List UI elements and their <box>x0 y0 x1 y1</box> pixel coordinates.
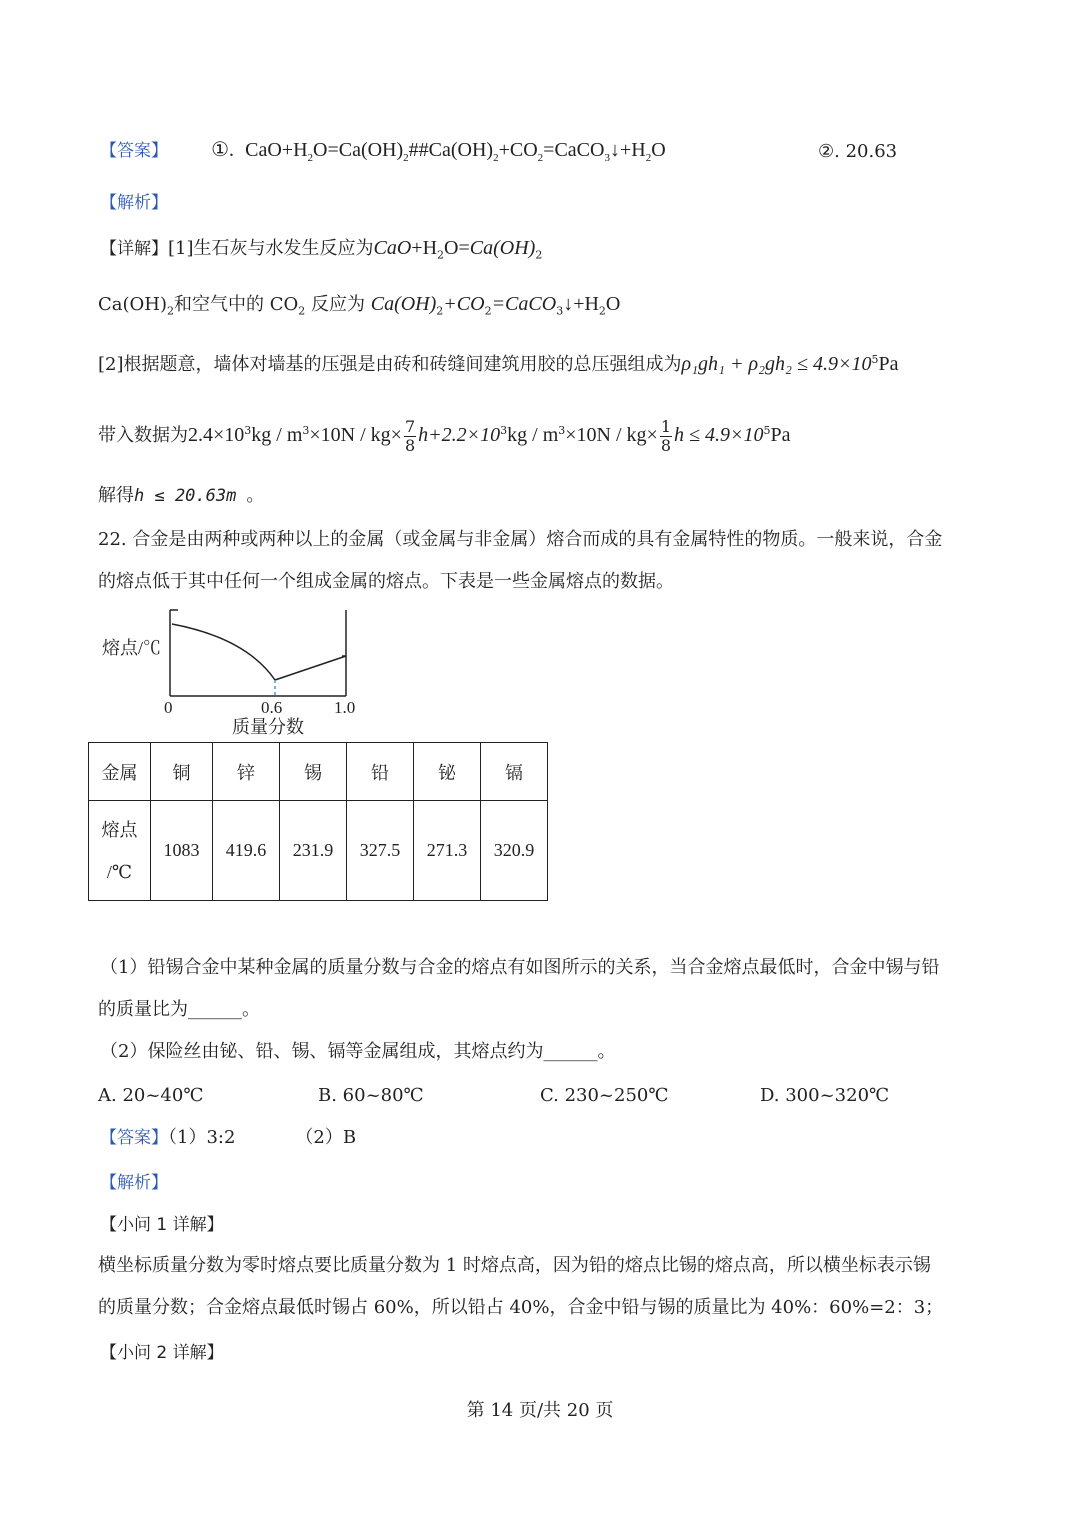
circle-two-answer: ②. 20.63 <box>818 141 898 162</box>
chart-curve-left <box>172 624 275 680</box>
melting-point-chart <box>96 600 376 745</box>
question-22-line-1: 22. 合金是由两种或两种以上的金属（或金属与非金属）熔合而成的具有金属特性的物质。一般来说，合金 <box>98 529 943 550</box>
detail-tag: 【详解】 <box>100 239 168 259</box>
option-c: C. 230~250℃ <box>540 1085 669 1106</box>
answer-tag-2: 【答案】 <box>100 1128 168 1148</box>
explanation-line-2: 的质量分数；合金熔点最低时锡占 60%，所以铅占 40%，合金中铅与锡的质量比为 40%：60%=2：3； <box>98 1297 944 1318</box>
sub-question-2: （2）保险丝由铋、铅、锡、镉等金属组成，其熔点约为______。 <box>100 1041 616 1062</box>
table-header-cell: 金属 <box>89 743 151 801</box>
detail-line-1: 【详解】[1]生石灰与水发生反应为$CaO+H_2O=Ca(OH)_2$ <box>100 237 543 262</box>
chart-curve-right <box>275 656 346 680</box>
table-header-cell: 铜 <box>151 743 213 801</box>
answer-line-1 <box>100 136 666 164</box>
table-header-cell: 铅 <box>347 743 414 801</box>
equation-a: $CaO+H_2O=Ca(OH)_2$ <box>245 139 409 164</box>
small-question-1-tag: 【小问 1 详解】 <box>100 1215 224 1235</box>
option-b: B. 60~80℃ <box>318 1085 424 1106</box>
chart-ylabel: 熔点/℃ <box>102 638 162 658</box>
small-question-2-tag: 【小问 2 详解】 <box>100 1343 224 1363</box>
sub-question-1-line-2: 的质量比为______。 <box>98 999 260 1020</box>
table-header-row <box>89 743 548 801</box>
option-a: A. 20~40℃ <box>98 1085 204 1106</box>
chart-xtick-0: 0 <box>164 698 173 717</box>
table-cell: 271.3 <box>414 801 481 901</box>
answer-2-part-1: （1）3:2 <box>168 1127 236 1148</box>
answer-tag: 【答案】 <box>100 141 168 161</box>
analysis-tag-2: 【解析】 <box>100 1173 168 1193</box>
circle-one: ①. <box>211 139 235 161</box>
detail-line-5: 解得h ≤ 20.63m 。 <box>98 485 265 506</box>
question-22-line-2: 的熔点低于其中任何一个组成金属的熔点。下表是一些金属熔点的数据。 <box>98 571 674 592</box>
page-footer: 第 14 页/共 20 页 <box>466 1400 614 1421</box>
fraction-seven-eighths: $\frac{7}{8}$ <box>404 416 416 455</box>
answer-2-part-2: （2）B <box>295 1127 357 1148</box>
detail-line-2: $Ca(OH)_2$和空气中的 $CO_2$ 反应为 $Ca(OH)_2+CO_2=CaCO_3↓+H_2O$ <box>98 293 621 318</box>
equation-b: $Ca(OH)_2+CO_2=CaCO_3↓+H_2O$ <box>428 139 666 164</box>
chart-xtick-06: 0.6 <box>261 698 283 717</box>
melting-point-table <box>88 742 548 901</box>
table-header-cell: 锡 <box>280 743 347 801</box>
table-header-cell: 镉 <box>481 743 548 801</box>
table-cell: 320.9 <box>481 801 548 901</box>
table-header-cell: 锌 <box>213 743 280 801</box>
table-cell: 419.6 <box>213 801 280 901</box>
detail-line-4: 带入数据为$2.4\times 10^3kg / m^3\times 10N / kg\times$ $\frac{7}{8}$ $h+2.2\times 10^3kg / m^3\times 10N / kg\times$ $\frac{1}{8}$ $h \le 4.9\times 10^5Pa$ <box>98 416 791 455</box>
explanation-line-1: 横坐标质量分数为零时熔点要比质量分数为 1 时熔点高，因为铅的熔点比锡的熔点高，所以横坐标表示锡 <box>98 1255 931 1276</box>
equation-separator: ## <box>408 139 429 161</box>
detail-line-3: [2]根据题意，墙体对墙基的压强是由砖和砖缝间建筑用胶的总压强组成为$\rho_1gh_1 + \rho_2gh_2 \le 4.9\times 10^5Pa$ <box>98 353 899 375</box>
table-row <box>89 801 548 901</box>
table-cell: 327.5 <box>347 801 414 901</box>
analysis-tag-1: 【解析】 <box>100 193 168 213</box>
chart-xtick-10: 1.0 <box>334 698 356 717</box>
table-row-label: 熔点 /℃ <box>89 801 151 901</box>
answer-line-2 <box>100 1126 356 1150</box>
table-cell: 231.9 <box>280 801 347 901</box>
table-header-cell: 铋 <box>414 743 481 801</box>
sub-question-1-line-1: （1）铅锡合金中某种金属的质量分数与合金的熔点有如图所示的关系，当合金熔点最低时，合金中锡与铅 <box>100 957 940 978</box>
option-d: D. 300~320℃ <box>760 1085 890 1106</box>
fraction-one-eighth: $\frac{1}{8}$ <box>660 416 672 455</box>
chart-xlabel: 质量分数 <box>232 717 304 737</box>
table-cell: 1083 <box>151 801 213 901</box>
